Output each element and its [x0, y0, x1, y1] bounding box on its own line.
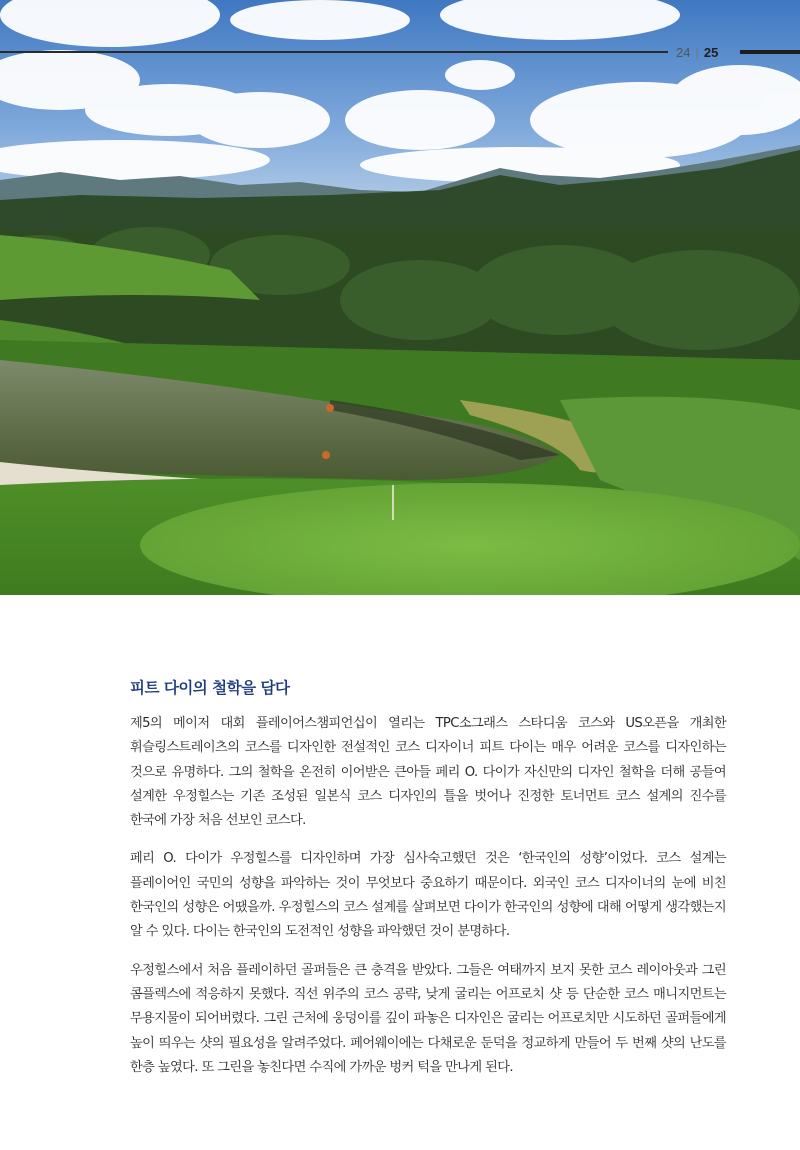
article-paragraph-3: 우정힐스에서 처음 플레이하던 골퍼들은 큰 충격을 받았다. 그들은 여태까지 보지 못한 코스 레이아웃과 그린 콤플렉스에 적응하지 못했다. 직선 위주의 코스 공략, 낮게 굴리는 어프로치 샷 등 단순한 코스 매니지먼트는 무용지물이 되어버렸다. 그린 근처에 웅덩이를 깊이 파놓은 디자인은 굴리는 어프로치만 시도하던 골퍼들에게 높이 띄우는 샷의 필요성을 알려주었다. 페어웨이에는 다채로운 둔덕을 정교하게 만들어 두 번째 샷의 난도를 한층 높였다. 또 그린을 놓친다면 수직에 가까운 벙커 턱을 만나게 된다. [130, 962, 726, 1075]
header-rule-accent [740, 50, 800, 54]
article-title: 피트 다이의 철학을 담다 [130, 679, 290, 697]
page-numbers [676, 43, 718, 61]
article-paragraph-1: 제5의 메이저 대회 플레이어스챔피언십이 열리는 TPC소그래스 스타디움 코스와 US오픈을 개최한 휘슬링스트레이츠의 코스를 디자인한 전설적인 코스 디자이너 피트 다이는 매우 어려운 코스를 디자인하는 것으로 유명하다. 그의 철학을 온전히 이어받은 큰아들 페리 O. 다이가 자신만의 디자인 철학을 더해 공들여 설계한 우정힐스는 기존 조성된 일본식 코스 디자인의 틀을 벗어나 진정한 토너먼트 코스 설계의 진수를 한국에 가장 처음 선보인 코스다. [130, 716, 726, 829]
page-number-left: 24 [676, 44, 691, 60]
article [130, 676, 726, 1094]
article-paragraph-2: 페리 O. 다이가 우정힐스를 디자인하며 가장 심사숙고했던 것은 ‘한국인의 성향’이었다. 코스 설계는 플레이어인 국민의 성향을 파악하는 것이 무엇보다 중요하기 때문이다. 외국인 코스 디자이너의 눈에 비친 한국인의 성향은 어땠을까. 우정힐스의 코스 설계를 살펴보면 다이가 한국인의 성향에 대해 어떻게 생각했는지 알 수 있다. 다이는 한국인의 도전적인 성향을 파악했던 것이 분명하다. [130, 851, 726, 940]
page-number-separator: | [695, 44, 699, 60]
header-rule [0, 51, 668, 53]
page-number-right: 25 [703, 44, 719, 60]
